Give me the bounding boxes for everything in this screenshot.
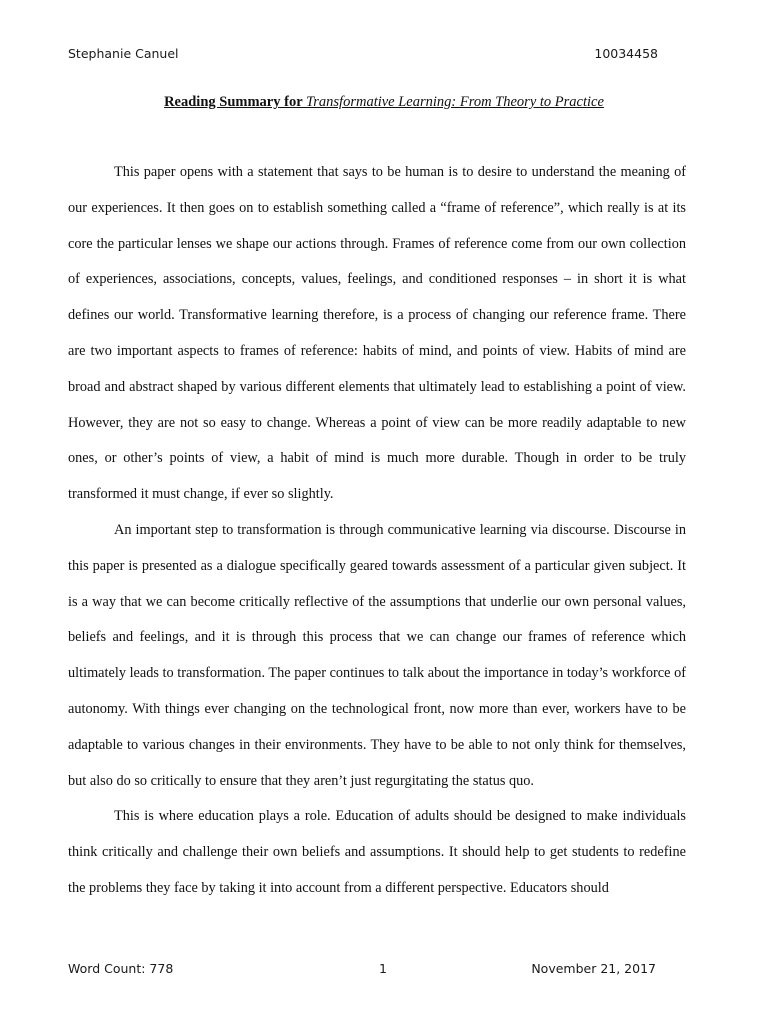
- paragraph-3: This is where education plays a role. Education of adults should be designed to make individuals think critically and challenge their own beliefs and assumptions. It should help to get students to redefine the problems they face by taking it into account from a different perspective. Educators should: [68, 808, 686, 896]
- page-footer: [68, 961, 658, 981]
- word-count: Word Count: 778: [68, 961, 174, 976]
- author-name: Stephanie Canuel: [68, 46, 179, 61]
- paragraph-2: An important step to transformation is through communicative learning via discourse. Discourse in this paper is presented as a dialogue specifically geared towards assessment of a particular given subject. It is a way that we can become critically reflective of the assumptions that underlie our own personal values, beliefs and feelings, and it is through this process that we can change our frames of reference which ultimately leads to transformation. The paper continues to talk about the importance in today’s workforce of autonomy. With things ever changing on the technological front, now more than ever, workers have to be adaptable to various changes in their environments. They have to be able to not only think for themselves, but also do so critically to ensure that they aren’t just regurgitating the status quo.: [68, 521, 686, 789]
- student-id: 10034458: [594, 46, 658, 61]
- document-date: November 21, 2017: [531, 961, 656, 976]
- paragraph-1: This paper opens with a statement that says to be human is to desire to understand the meaning of our experiences. It then goes on to establish something called a “frame of reference”, which really is at its core the particular lenses we shape our actions through. Frames of reference come from our own collection of experiences, associations, concepts, values, feelings, and conditioned responses – in short it is what defines our world. Transformative learning therefore, is a process of changing our reference frame. There are two important aspects to frames of reference: habits of mind, and points of view. Habits of mind are broad and abstract shaped by various different elements that ultimately lead to establishing a point of view. However, they are not so easy to change. Whereas a point of view can be more readily adaptable to new ones, or other’s points of view, a habit of mind is much more durable. Though in order to be truly transformed it must change, if ever so slightly.: [68, 164, 686, 503]
- title-prefix: Reading Summary for: [164, 94, 306, 110]
- document-title: [0, 94, 768, 111]
- document-body: [68, 155, 686, 907]
- page-header: [68, 46, 658, 66]
- page-number: 1: [379, 961, 387, 976]
- title-book-name: Transformative Learning: From Theory to Practice: [306, 94, 604, 110]
